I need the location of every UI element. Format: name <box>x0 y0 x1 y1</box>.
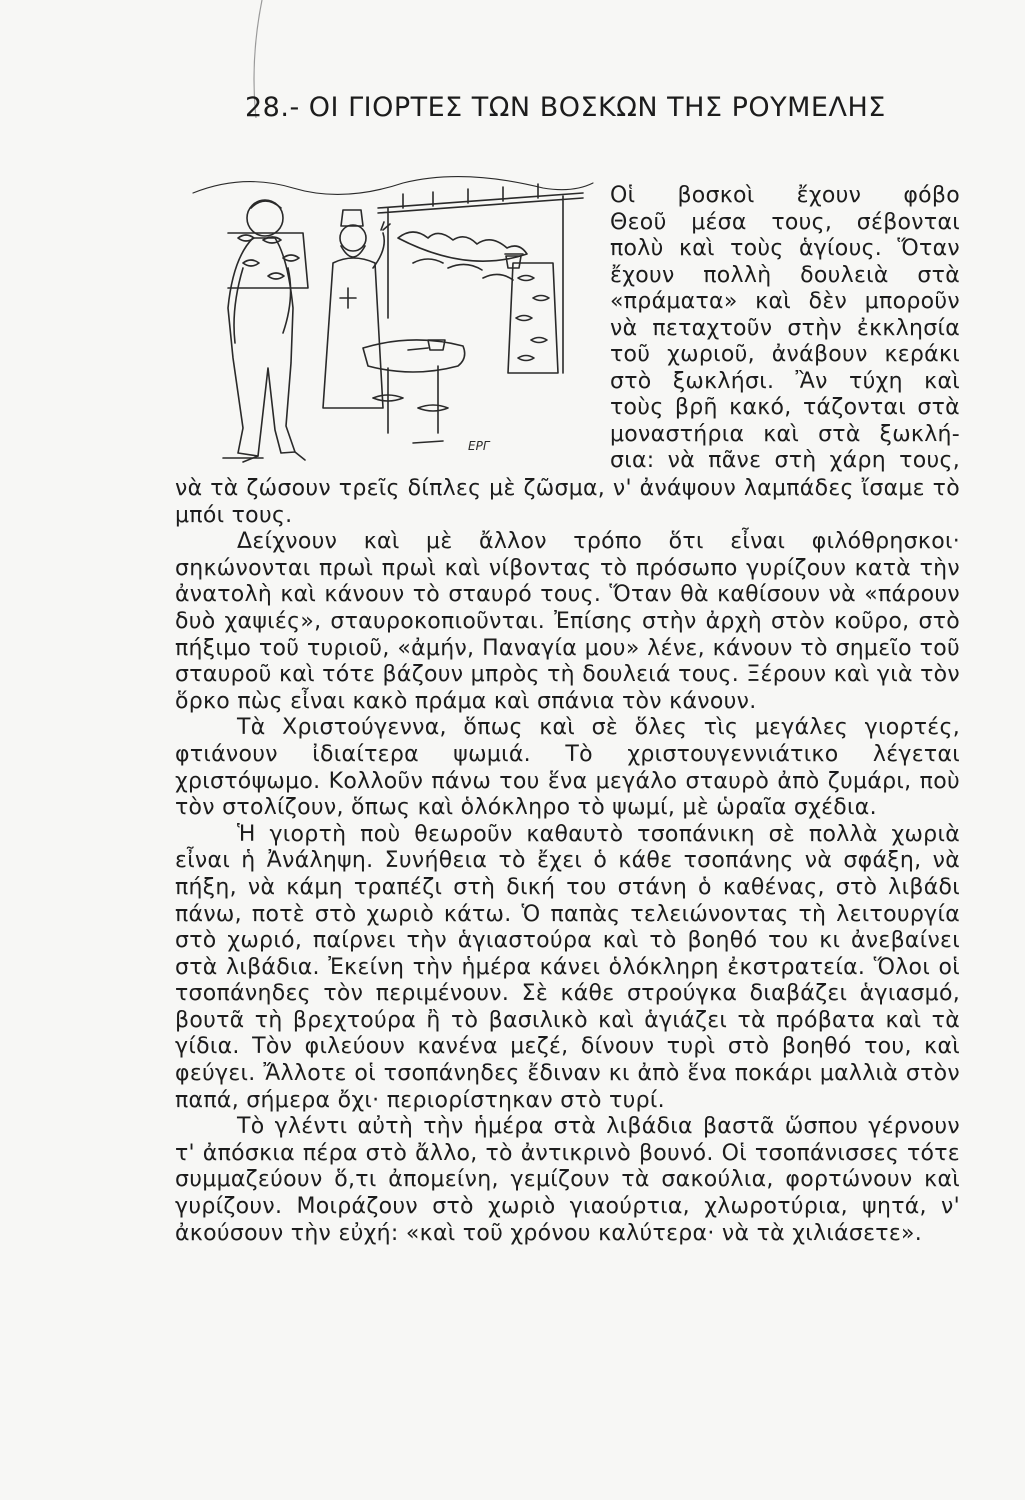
chapter-title <box>245 92 965 123</box>
intro-column <box>610 183 960 475</box>
intro-line: πολὺ καὶ τοὺς ἁγίους. Ὅταν <box>610 236 960 261</box>
intro-line: ἔχουν πολλὴ δουλειὰ στὰ <box>610 262 960 288</box>
priest-and-shepherd-illustration <box>183 168 603 468</box>
illustrator-signature: ΕΡΓ <box>468 439 490 453</box>
paragraph: Τὸ γλέντι αὐτὴ τὴν ἡμέρα στὰ λιβάδια βαστᾶ ὥσπου γέρνουν τ' ἀπόσκια πέρα στὸ ἄλλο, τὸ ἀντικρινὸ βουνό. Οἱ τσοπάνισσες τότε συμμαζεύουν ὅ,τι ἀπομείνη, γεμίζουν τὰ σακούλια, φορτώνουν καὶ γυρίζουν. Μοιράζουν στὸ χωριὸ γιαούρτια, χλωροτύρια, ψητά, ν' ἀκούσουν τὴν εὐχή: «καὶ τοῦ χρόνου καλύτερα· νὰ τὰ χιλιάσετε». <box>175 1114 960 1246</box>
chapter-title-text: ΟΙ ΓΙΟΡΤΕΣ ΤΩΝ ΒΟΣΚΩΝ ΤΗΣ ΡΟΥΜΕΛΗΣ <box>308 92 886 123</box>
intro-line: τοὺς βρῆ κακό, τάζονται στὰ <box>610 395 960 420</box>
intro-line: τοῦ χωριοῦ, ἀνάβουν κεράκι <box>610 342 960 367</box>
intro-line: σια: νὰ πᾶνε στὴ χάρη τους, <box>610 448 960 473</box>
intro-line: Θεοῦ μέσα τους, σέβονται <box>610 209 960 235</box>
intro-line: νὰ πεταχτοῦν στὴν ἐκκλησία <box>610 315 960 341</box>
paragraph: Τὰ Χριστούγεννα, ὅπως καὶ σὲ ὅλες τὶς μεγάλες γιορτές, φτιάνουν ἰδιαίτερα ψωμιά. Τὸ χριστουγεννιάτικο λέγεται χριστόψωμο. Κολλοῦν πάνω του ἕνα μεγάλο σταυρὸ ἀπὸ ζυμάρι, ποὺ τὸν στολίζουν, ὅπως καὶ ὁλόκληρο τὸ ψωμί, μὲ ὡραῖα σχέδια. <box>175 715 960 821</box>
paragraph: Ἡ γιορτὴ ποὺ θεωροῦν καθαυτὸ τσοπάνικη σὲ πολλὰ χωριὰ εἶναι ἡ Ἀνάληψη. Συνήθεια τὸ ἔχει ὁ κάθε τσοπάνης νὰ σφάξη, νὰ πήξη, νὰ κάμη τραπέζι στὴ δική του στάνη ὁ καθένας, στὸ λιβάδι πάνω, ποτὲ στὸ χωριὸ κάτω. Ὁ παπὰς τελειώνοντας τὴ λειτουργία στὸ χωριό, παίρνει τὴν ἁγιαστούρα καὶ τὸ βοηθό του κι ἀνεβαίνει στὰ λιβάδια. Ἐκείνη τὴν ἡμέρα κάνει ὁλόκληρη ἐκστρατεία. Ὅλοι οἱ τσοπάνηδες τὸν περιμένουν. Σὲ κάθε στρούγκα διαβάζει ἁγιασμό, βουτᾶ τὴ βρεχτούρα ἢ τὸ βασιλικὸ καὶ ἁγιάζει τὰ πρόβατα καὶ τὰ γίδια. Τὸν φιλεύουν κανένα μεζέ, δίνουν τυρὶ στὸ βοηθό του, καὶ φεύγει. Ἄλλοτε οἱ τσοπάνηδες ἔδιναν κι ἀπὸ ἕνα ποκάρι μαλλιὰ στὸν παπά, σήμερα ὄχι· περιορίστηκαν στὸ τυρί. <box>175 821 960 1113</box>
intro-line: Οἱ βοσκοὶ ἔχουν φόβο <box>610 183 960 208</box>
intro-line: μοναστήρια καὶ στὰ ξωκλή- <box>610 421 960 447</box>
paragraph-continuation: νὰ τὰ ζώσουν τρεῖς δίπλες μὲ ζῶσμα, ν' ἀνάψουν λαμπάδες ἴσαμε τὸ μπόι τους. <box>175 476 960 528</box>
body-text <box>175 476 960 1247</box>
chapter-number: 28.- <box>245 92 300 123</box>
intro-line: στὸ ξωκλήσι. Ἂν τύχη καὶ <box>610 368 960 394</box>
intro-line: «πράματα» καὶ δὲν μποροῦν <box>610 289 960 314</box>
paragraph: Δείχνουν καὶ μὲ ἄλλον τρόπο ὅτι εἶναι φιλόθρησκοι· σηκώνονται πρωὶ πρωὶ καὶ νίβοντας τὸ πρόσωπο γυρίζουν κατὰ τὴν ἀνατολὴ καὶ κάνουν τὸ σταυρό τους. Ὅταν θὰ καθίσουν νὰ «πάρουν δυὸ χαψιές», σταυροκοπιοῦνται. Ἐπίσης στὴν ἀρχὴ στὸν κοῦρο, στὸ πήξιμο τοῦ τυριοῦ, «ἀμήν, Παναγία μου» λένε, κάνουν τὸ σημεῖο τοῦ σταυροῦ καὶ τότε βάζουν μπρὸς τὴ δουλειά τους. Ξέρουν καὶ γιὰ τὸν ὅρκο πὼς εἶναι κακὸ πράμα καὶ σπάνια τὸν κάνουν. <box>175 529 960 714</box>
